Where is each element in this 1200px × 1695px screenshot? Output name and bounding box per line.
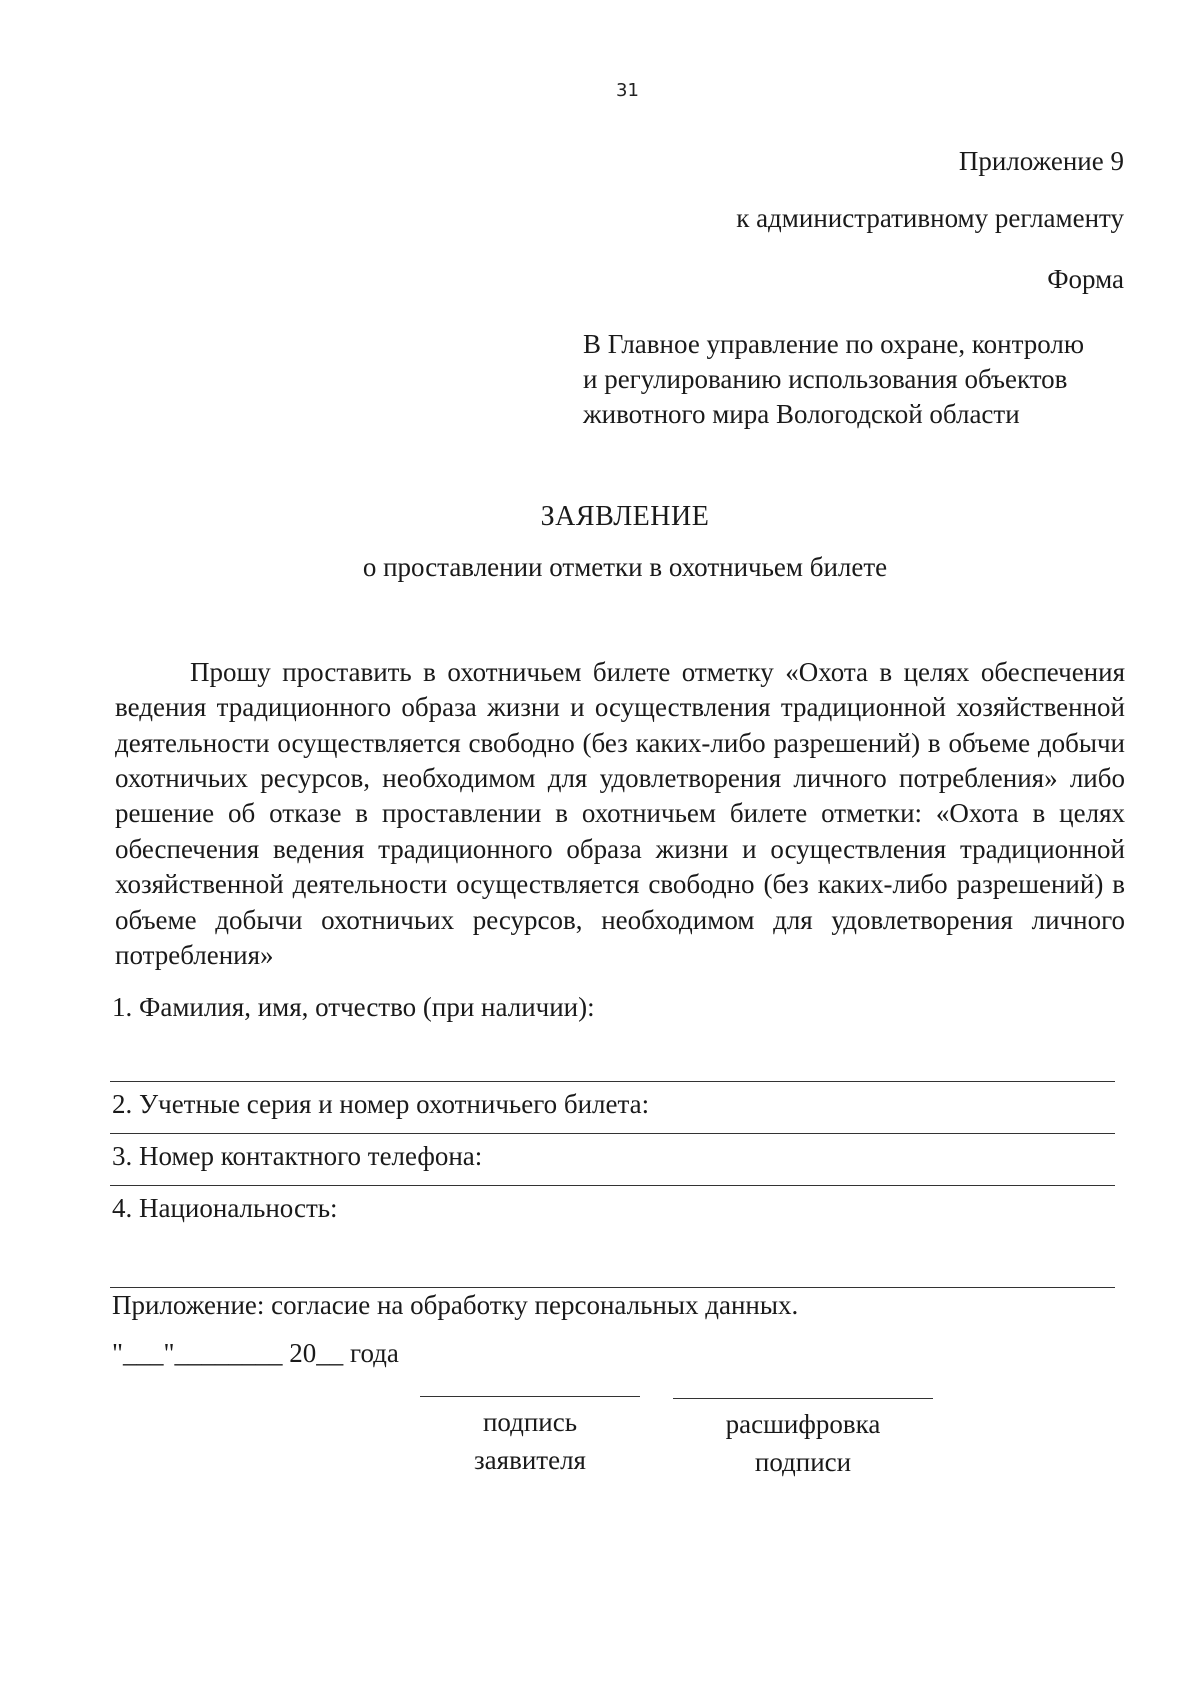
caption-line: подписи bbox=[754, 1446, 852, 1477]
page-number: 31 bbox=[616, 80, 639, 101]
appendix-label: Приложение 9 bbox=[958, 146, 1124, 176]
field-phone: 3. Номер контактного телефона: bbox=[112, 1141, 483, 1171]
signature-decode-line[interactable] bbox=[673, 1398, 933, 1399]
regulation-label: к административному регламенту bbox=[736, 203, 1124, 233]
attachment-note: Приложение: согласие на обработку персональных данных. bbox=[112, 1290, 799, 1320]
field-nationality: 4. Национальность: bbox=[112, 1193, 338, 1223]
full-name-line[interactable] bbox=[110, 1081, 1115, 1082]
phone-line[interactable] bbox=[110, 1185, 1115, 1186]
document-subtitle: о проставлении отметки в охотничьем билете bbox=[362, 552, 888, 582]
caption-line: заявителя bbox=[474, 1444, 586, 1475]
document-title: ЗАЯВЛЕНИЕ bbox=[540, 501, 710, 532]
ticket-number-line[interactable] bbox=[110, 1133, 1115, 1134]
caption-line: подпись bbox=[482, 1407, 578, 1437]
caption-line: расшифровка bbox=[725, 1409, 881, 1439]
addressee-line: В Главное управление по охране, контролю bbox=[583, 329, 1085, 359]
addressee bbox=[583, 327, 1123, 432]
application-body: Прошу проставить в охотничьем билете отметку «Охота в целях обеспечения ведения традиционного образа жизни и осуществления традиционной хозяйственной деятельности осуществляется свободно (без каких-либо разрешений) в объеме добычи охотничьих ресурсов, необходимом для удовлетворения личного потребления» либо решение об отказе в проставлении в охотничьем билете отметки: «Охота в целях обеспечения ведения традиционного образа жизни и осуществления традиционной хозяйственной деятельности осуществляется свободно (без каких-либо разрешений) в объеме добычи охотничьих ресурсов, необходимом для удовлетворения личного потребления» bbox=[115, 657, 1125, 970]
addressee-line: животного мира Вологодской области bbox=[583, 399, 1020, 430]
applicant-signature-line[interactable] bbox=[420, 1396, 640, 1397]
field-full-name: 1. Фамилия, имя, отчество (при наличии): bbox=[112, 992, 595, 1022]
applicant-signature-caption bbox=[420, 1404, 640, 1480]
nationality-line[interactable] bbox=[110, 1287, 1115, 1288]
signature-decode-caption bbox=[673, 1406, 933, 1482]
form-label: Форма bbox=[1047, 264, 1124, 294]
field-ticket-number: 2. Учетные серия и номер охотничьего билета: bbox=[112, 1089, 650, 1119]
date-line: "___"________ 20__ года bbox=[112, 1338, 399, 1368]
addressee-line: и регулированию использования объектов bbox=[583, 364, 1068, 395]
